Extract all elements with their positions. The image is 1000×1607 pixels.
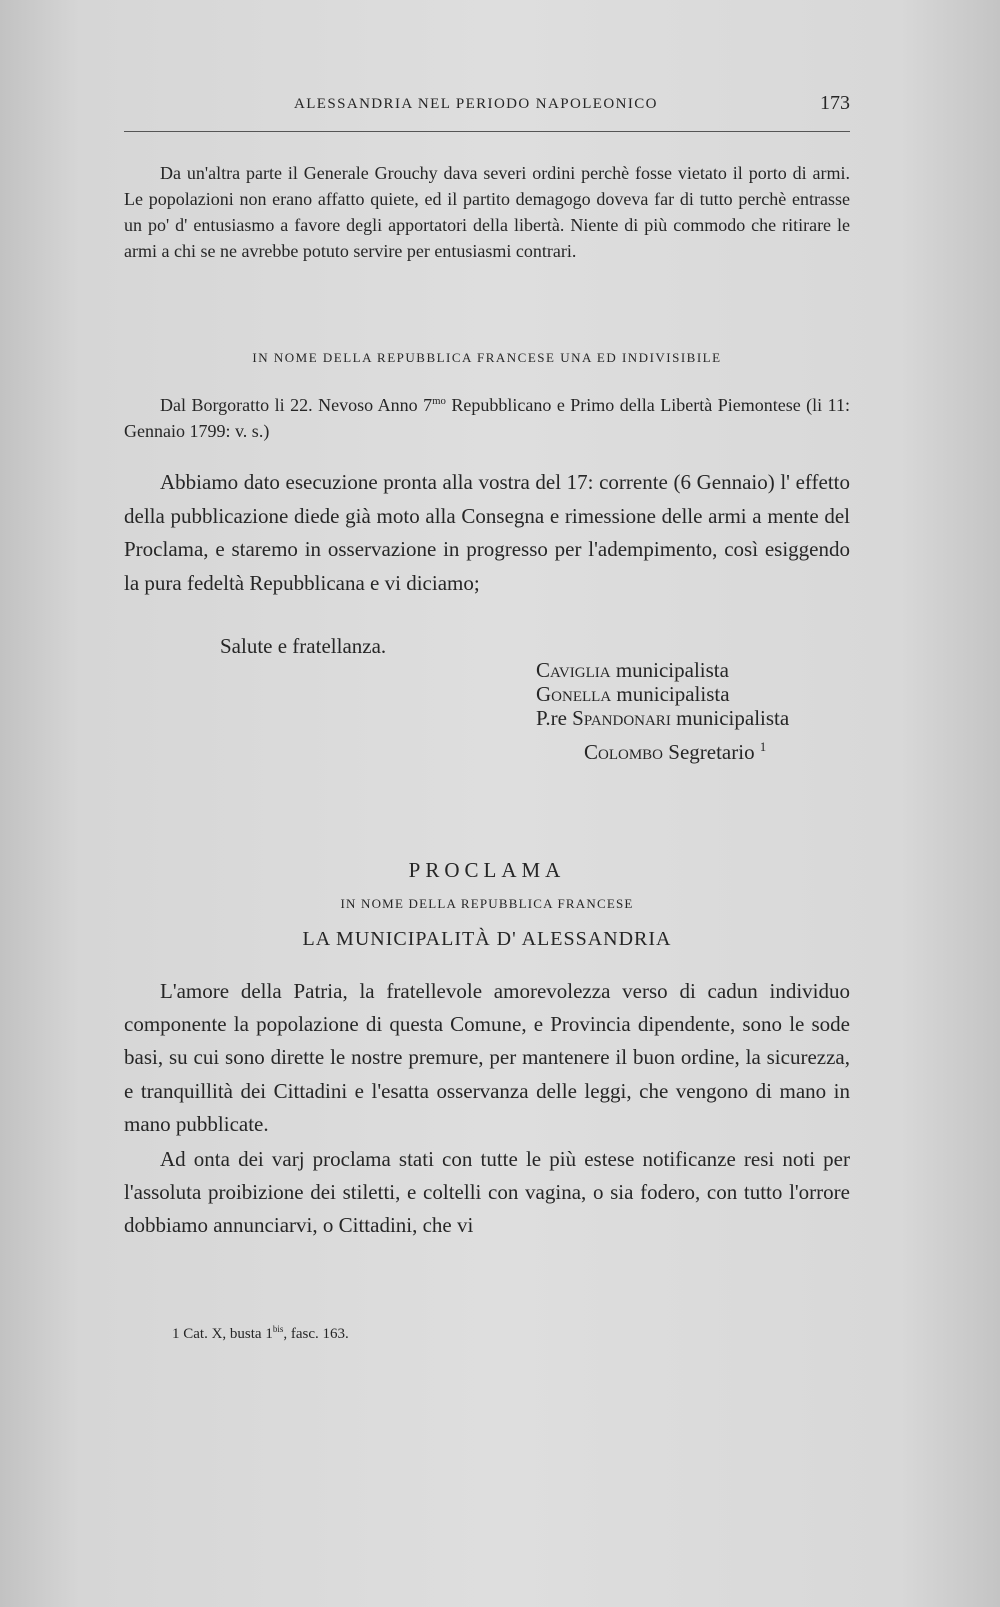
header-rule	[124, 131, 850, 132]
signatory-name: Spandonari	[572, 706, 671, 730]
signatory-name: Caviglia	[536, 658, 611, 682]
dateline	[124, 392, 850, 444]
document-heading: IN NOME DELLA REPUBBLICA FRANCESE UNA ED INDIVISIBILE	[252, 350, 722, 365]
proclama-body	[124, 975, 850, 1243]
signature-line-secretary	[584, 740, 789, 764]
signature-line	[536, 658, 789, 682]
proclama-subtitle-municipality: LA MUNICIPALITÀ D' ALESSANDRIA	[302, 928, 672, 950]
intro-paragraph	[124, 160, 850, 264]
footnote-number: 1	[172, 1326, 180, 1342]
footnote-text-1: Cat. X, busta 1	[179, 1326, 273, 1342]
signature-block	[536, 658, 789, 764]
signatory-role: municipalista	[616, 682, 730, 706]
letter-greeting: Salute e fratellanza.	[220, 634, 387, 658]
proclama-subtitle-republic: IN NOME DELLA REPUBBLICA FRANCESE	[340, 896, 634, 911]
intro-text: Da un'altra parte il Generale Grouchy dava severi ordini perchè fosse vietato il porto di armi. Le popolazioni non erano affatto quiete, ed il partito demagogo doveva far di tutto perchè entrasse un po' d' entusiasmo a favore degli apportatori della libertà. Niente di più commodo che ritirare le armi a chi se ne avrebbe potuto servire per entusiasmi contrari.	[124, 163, 850, 261]
dateline-part1: Dal Borgoratto li 22. Nevoso Anno 7	[160, 395, 433, 415]
signature-line	[536, 682, 789, 706]
footnote	[172, 1326, 349, 1343]
signature-line	[536, 706, 789, 730]
signatory-prefix: P.re	[536, 706, 573, 730]
signatory-name: Colombo	[584, 740, 664, 764]
footnote-superscript: bis	[272, 1324, 284, 1334]
dateline-part2: Repubblicano e Primo della Libertà Piemontese (li 11: Gennaio 1799: v. s.)	[124, 395, 850, 441]
page-header	[124, 92, 850, 122]
page-number: 173	[820, 92, 850, 114]
dateline-text	[124, 392, 850, 444]
running-title: ALESSANDRIA NEL PERIODO NAPOLEONICO	[294, 96, 658, 112]
dateline-superscript: mo	[432, 395, 446, 407]
letter-text: Abbiamo dato esecuzione pronta alla vostra del 17: corrente (6 Gennaio) l' effetto della pubblicazione diede già moto alla Consegna e rimessione delle armi a mente del Proclama, e staremo in osservazione in progresso per l'adempimento, così esiggendo la pura fedeltà Repubblicana e vi diciamo;	[124, 470, 850, 595]
letter-body	[124, 466, 850, 600]
proclama-title: PROCLAMA	[408, 858, 566, 882]
signatory-role: municipalista	[615, 658, 729, 682]
proclama-paragraph-1: L'amore della Patria, la fratellevole amorevolezza verso di cadun individuo componente la popolazione di questa Comune, e Provincia dipendente, sono le sode basi, su cui sono dirette le nostre premure, per mantenere il buon ordine, la sicurezza, e tranquillità dei Cittadini e l'esatta osservanza delle leggi, che vengono di mano in mano pubblicate.	[124, 979, 850, 1136]
footnote-text-2: , fasc. 163.	[283, 1326, 349, 1342]
proclama-paragraph-2: Ad onta dei varj proclama stati con tutte le più estese notificanze resi noti per l'assoluta proibizione dei stiletti, e coltelli con vagina, o sia fodero, con tutto l'orrore dobbiamo annunciarvi, o Cittadini, che vi	[124, 1147, 850, 1238]
footnote-reference: 1	[759, 740, 767, 754]
signatory-name: Gonella	[536, 682, 612, 706]
signatory-role: Segretario	[668, 740, 755, 764]
signatory-role: municipalista	[676, 706, 790, 730]
